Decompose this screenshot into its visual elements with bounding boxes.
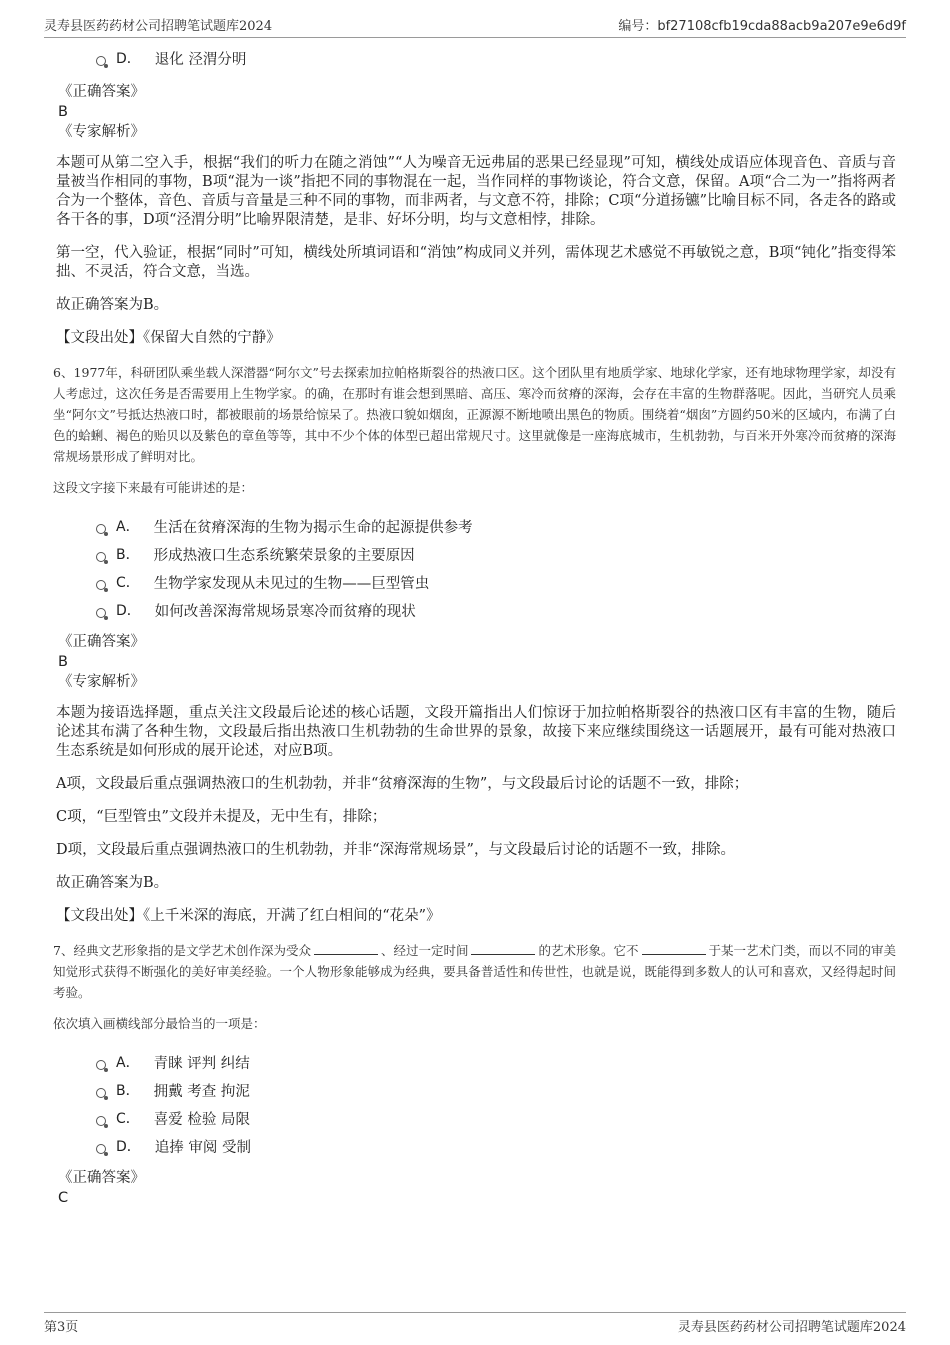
radio-icon[interactable]	[96, 552, 106, 562]
analysis-paragraph: 本题为接语选择题，重点关注文段最后论述的核心话题，文段开篇指出人们惊讶于加拉帕格斯裂谷的热液口区有丰富的生物，随后论述其布满了各种生物，文段最后指出热液口生机勃勃的生命世界的景象，故接下来应继续围绕这一话题展开，最有可能对热液口生态系统是如何形成的展开论述，对应B项。	[56, 705, 896, 759]
source-citation: 【文段出处】《上千米深的海底，开满了红白相间的“花朵”》	[56, 908, 441, 924]
question-stem: 7、经典文艺形象指的是文学艺术创作深为受众 、经过一定时间 的艺术形象。它不 于某一艺术门类，而以不同的审美知觉形式获得不断强化的美好审美经验。一个人物形象能够成为经典，要具备普适性和传世性，也就是说，既能得到多数人的认可和喜欢，又经得起时间考验。	[53, 943, 897, 1000]
option-d[interactable]: D． 追捧 审阅 受制	[96, 1132, 896, 1160]
option-d[interactable]: D． 如何改善深海常规场景寒冷而贫瘠的现状	[96, 596, 896, 624]
option-list	[56, 512, 896, 624]
radio-icon[interactable]	[96, 1060, 106, 1070]
footer-title: 灵寿县医药药材公司招聘笔试题库2024	[677, 1320, 906, 1335]
option-c[interactable]: C． 生物学家发现从未见过的生物——巨型管虫	[96, 568, 896, 596]
radio-icon[interactable]	[96, 1088, 106, 1098]
source-citation: 【文段出处】《保留大自然的宁静》	[56, 330, 281, 346]
option-a[interactable]: A． 生活在贫瘠深海的生物为揭示生命的起源提供参考	[96, 512, 896, 540]
radio-icon[interactable]	[96, 580, 106, 590]
question-prompt: 依次填入画横线部分最恰当的一项是：	[53, 1016, 266, 1031]
header-serial: 编号：bf27108cfb19cda88acb9a207e9e6d9f	[618, 19, 906, 34]
answer-label: 《正确答案》	[58, 84, 145, 100]
option-d[interactable]: D． 退化 泾渭分明	[96, 44, 896, 72]
radio-icon[interactable]	[96, 1144, 106, 1154]
radio-icon[interactable]	[96, 1116, 106, 1126]
fill-blank	[314, 942, 378, 955]
question-prompt: 这段文字接下来最有可能讲述的是：	[53, 480, 254, 495]
analysis-paragraph: D项，文段最后重点强调热液口的生机勃勃，并非“深海常规场景”，与文段最后讨论的话题不一致，排除。	[56, 842, 735, 858]
page-header	[44, 14, 906, 38]
answer-value: B	[58, 104, 68, 120]
page-footer	[44, 1312, 906, 1335]
analysis-paragraph: 故正确答案为B。	[56, 297, 169, 313]
fill-blank	[471, 942, 535, 955]
radio-icon[interactable]	[96, 524, 106, 534]
question-stem: 6、1977年，科研团队乘坐载人深潜器“阿尔文”号去探索加拉帕格斯裂谷的热液口区。这个团队里有地质学家、地球化学家，还有地球物理学家，却没有人考虑过，这次任务是否需要用上生物学家。的确，在那时有谁会想到黑暗、高压、寒冷而贫瘠的深海，会存在丰富的生物群落呢。因此，当研究人员乘坐“阿尔文”号抵达热液口时，都被眼前的场景给惊呆了。热液口貌如烟囱，正源源不断地喷出黑色的物质。围绕着“烟囱”方圆约50米的区域内，布满了白色的蛤蜊、褐色的贻贝以及紫色的章鱼等等，其中不少个体的体型已超出常规尺寸。这里就像是一座海底城市，生机勃勃，与百米开外寒冷而贫瘠的深海常规场景形成了鲜明对比。	[53, 365, 896, 464]
page-content	[53, 44, 897, 1208]
answer-label: 《正确答案》	[58, 634, 145, 650]
header-title: 灵寿县医药药材公司招聘笔试题库2024	[44, 19, 273, 34]
option-b[interactable]: B． 形成热液口生态系统繁荣景象的主要原因	[96, 540, 896, 568]
analysis-paragraph: 第一空，代入验证，根据“同时”可知，横线处所填词语和“消蚀”构成同义并列，需体现艺术感觉不再敏锐之意，B项“钝化”指变得笨拙、不灵活，符合文意，当选。	[56, 245, 896, 280]
analysis-label: 《专家解析》	[58, 674, 145, 690]
analysis-paragraph: 故正确答案为B。	[56, 875, 169, 891]
analysis-label: 《专家解析》	[58, 124, 145, 140]
answer-label: 《正确答案》	[58, 1170, 145, 1186]
option-b[interactable]: B． 拥戴 考查 拘泥	[96, 1076, 896, 1104]
option-list	[56, 1048, 896, 1160]
fill-blank	[642, 942, 706, 955]
radio-icon[interactable]	[96, 608, 106, 618]
option-c[interactable]: C． 喜爱 检验 局限	[96, 1104, 896, 1132]
page-number: 第3页	[44, 1320, 79, 1335]
analysis-paragraph: A项，文段最后重点强调热液口的生机勃勃，并非“贫瘠深海的生物”，与文段最后讨论的话题不一致，排除；	[56, 776, 749, 792]
answer-value: C	[58, 1190, 69, 1206]
radio-icon[interactable]	[96, 56, 106, 66]
answer-value: B	[58, 654, 68, 670]
option-a[interactable]: A． 青睐 评判 纠结	[96, 1048, 896, 1076]
analysis-paragraph: C项，“巨型管虫”文段并未提及，无中生有，排除；	[56, 809, 387, 825]
analysis-paragraph: 本题可从第二空入手，根据“我们的听力在随之消蚀”“人为噪音无远弗届的恶果已经显现”可知，横线处成语应体现音色、音质与音量被当作相同的事物，B项“混为一谈”指把不同的事物混在一起，当作同样的事物谈论，符合文意，保留。A项“合二为一”指将两者合为一个整体，音色、音质与音量是三种不同的事物，而非两者，与文意不符，排除；C项“分道扬镳”比喻目标不同，各走各的路或各干各的事，D项“泾渭分明”比喻界限清楚，是非、好坏分明，均与文意相悖，排除。	[56, 155, 896, 228]
